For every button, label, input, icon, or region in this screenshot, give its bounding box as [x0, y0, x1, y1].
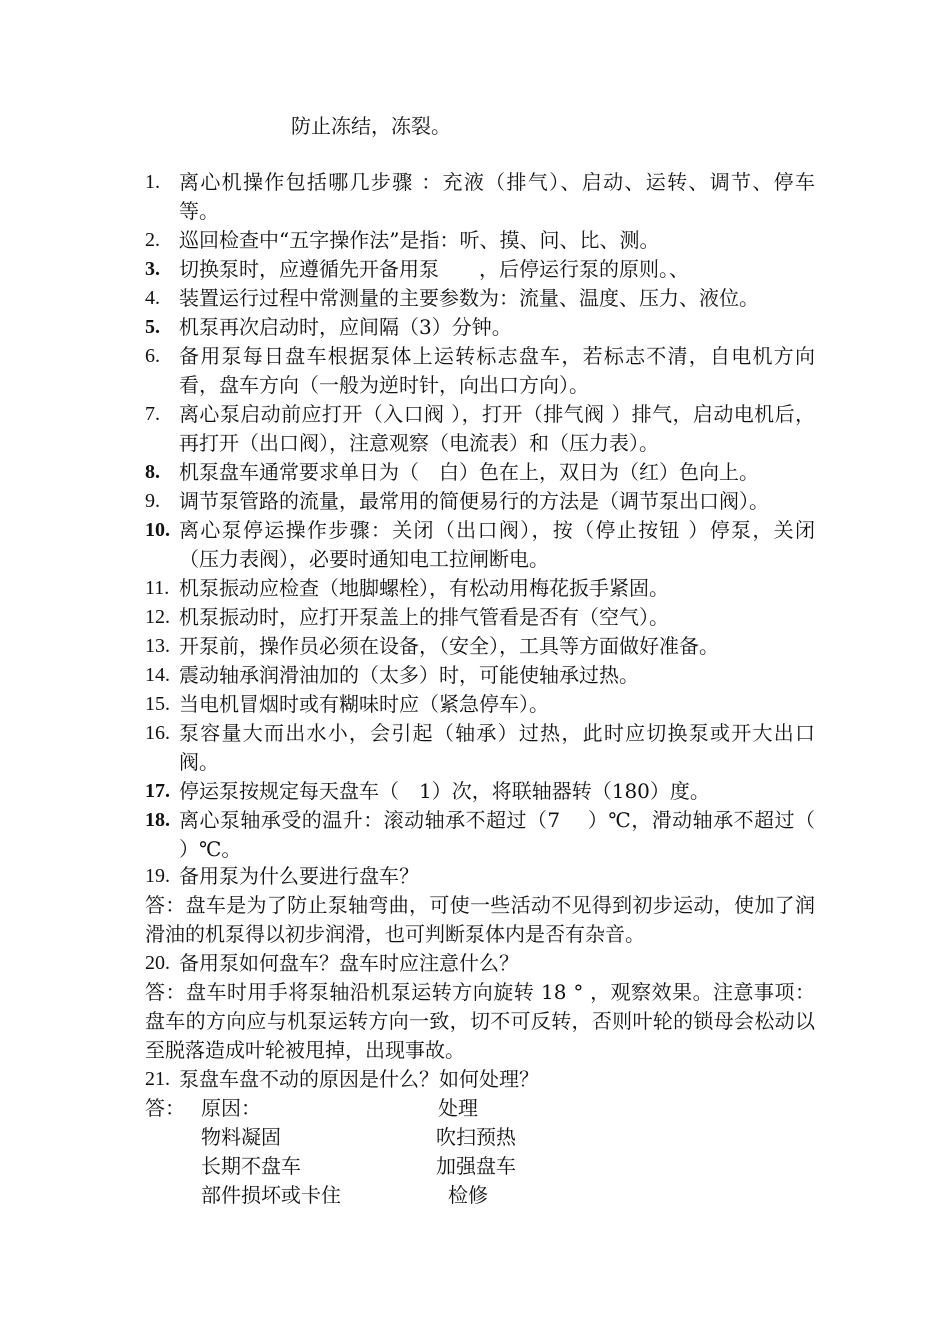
table-header-row [145, 1094, 648, 1123]
item-text: 离心泵轴承受的温升：滚动轴承不超过（7 ）℃，滑动轴承不超过（ ）℃。 [179, 808, 842, 861]
item-text: 机泵振动应检查（地脚螺栓），有松动用梅花扳手紧固。 [179, 576, 669, 600]
list-item [145, 574, 815, 603]
item-text: 离心机操作包括哪几步骤 ：充液（排气）、启动、运转、调节、停车等。 [179, 170, 815, 223]
item-text: 切换泵时，应遵循先开备用泵 ，后停运行泵的原则。、 [179, 257, 689, 281]
item-text: 开泵前，操作员必须在设备，（安全），工具等方面做好准备。 [179, 634, 719, 658]
item-text: 离心泵启动前应打开（入口阀 ），打开（排气阀 ）排气，启动电机后，再打开（出口阀），注意观察（电流表）和（压力表）。 [179, 402, 815, 455]
item-text: 巡回检查中“五字操作法”是指：听、摸、问、比、测。 [179, 228, 660, 252]
list-item [145, 777, 815, 806]
item-number: 4. [145, 287, 160, 309]
question-row [145, 949, 815, 978]
item-text: 调节泵管路的流量，最常用的简便易行的方法是（调节泵出口阀）。 [179, 489, 769, 513]
action-cell: 吹扫预热 [436, 1125, 516, 1149]
item-text: 停运泵按规定每天盘车（ 1）次，将联轴器转（180）度。 [179, 779, 710, 803]
list-item [145, 516, 815, 574]
item-text: 震动轴承润滑油加的（太多）时，可能使轴承过热。 [179, 663, 639, 687]
list-item [145, 603, 815, 632]
action-cell: 加强盘车 [436, 1154, 516, 1178]
item-text: 离心泵停运操作步骤：关闭（出口阀），按（停止按钮 ）停泵，关闭（压力表阀），必要时通知电工拉闸断电。 [179, 518, 815, 571]
header-cause: 原因： [201, 1096, 261, 1120]
intro-line: 防止冻结，冻裂。 [291, 114, 451, 138]
item-number: 7. [145, 403, 160, 425]
answer-text: 答：盘车时用手将泵轴沿机泵运转方向旋转 18 ° ，观察效果。注意事项：盘车的方向应与机泵运转方向一致，切不可反转，否则叶轮的锁母会松动以至脱落造成叶轮被甩掉，出现事故。 [145, 980, 815, 1062]
question-text: 泵盘车盘不动的原因是什么？如何处理？ [179, 1067, 539, 1091]
item-number: 16. [145, 722, 170, 744]
item-number: 6. [145, 345, 160, 367]
question-row [145, 1065, 815, 1094]
item-text: 备用泵每日盘车根据泵体上运转标志盘车，若标志不清，自电机方向看，盘车方向（一般为逆时针，向出口方向）。 [179, 344, 815, 397]
list-item [145, 284, 815, 313]
list-item [145, 487, 815, 516]
item-number: 12. [145, 606, 170, 628]
list-item [145, 255, 815, 284]
item-number: 17. [145, 780, 170, 802]
question-number: 19. [145, 865, 170, 887]
item-text: 装置运行过程中常测量的主要参数为：流量、温度、压力、液位。 [179, 286, 759, 310]
item-text: 机泵盘车通常要求单日为（ 白）色在上，双日为（红）色向上。 [179, 460, 759, 484]
answer-label: 答： [145, 1096, 185, 1120]
item-text: 机泵再次启动时，应间隔（3）分钟。 [179, 315, 512, 339]
list-item [145, 690, 815, 719]
item-number: 3. [145, 258, 160, 280]
question-row [145, 862, 815, 891]
cause-cell: 部件损坏或卡住 [201, 1183, 341, 1207]
item-number: 8. [145, 461, 160, 483]
list-item [145, 400, 815, 458]
item-text: 泵容量大而出水小，会引起（轴承）过热，此时应切换泵或开大出口阀。 [179, 721, 815, 774]
list-item [145, 632, 815, 661]
table-indent [145, 1123, 201, 1152]
item-number: 2. [145, 229, 160, 251]
table-indent [145, 1181, 201, 1210]
table-row [145, 1152, 648, 1181]
list-item [145, 458, 815, 487]
item-text: 当电机冒烟时或有糊味时应（紧急停车）。 [179, 692, 549, 716]
question-text: 备用泵如何盘车？盘车时应注意什么？ [179, 951, 519, 975]
table-row [145, 1123, 648, 1152]
item-number: 5. [145, 316, 160, 338]
item-number: 11. [145, 577, 170, 599]
cause-action-table [145, 1094, 648, 1210]
item-number: 9. [145, 490, 160, 512]
item-number: 15. [145, 693, 170, 715]
list-item [145, 342, 815, 400]
table-row [145, 1181, 648, 1210]
item-text: 机泵振动时，应打开泵盖上的排气管看是否有（空气）。 [179, 605, 669, 629]
list-item [145, 226, 815, 255]
action-cell: 检修 [448, 1183, 488, 1207]
list-item [145, 168, 815, 226]
item-number: 14. [145, 664, 170, 686]
qa-section [145, 862, 815, 1094]
item-number: 10. [145, 519, 170, 541]
item-number: 13. [145, 635, 170, 657]
list-item [145, 719, 815, 777]
item-number: 18. [145, 809, 170, 831]
question-number: 20. [145, 952, 170, 974]
question-list [145, 168, 842, 864]
list-item [145, 661, 815, 690]
list-item [145, 806, 842, 864]
answer-text: 答：盘车是为了防止泵轴弯曲，可使一些活动不见得到初步运动，使加了润滑油的机泵得以初步润滑，也可判断泵体内是否有杂音。 [145, 893, 815, 946]
header-action: 处理 [438, 1096, 478, 1120]
list-item [145, 313, 815, 342]
question-text: 备用泵为什么要进行盘车？ [179, 864, 419, 888]
cause-cell: 物料凝固 [201, 1125, 281, 1149]
question-number: 21. [145, 1068, 170, 1090]
cause-cell: 长期不盘车 [201, 1154, 301, 1178]
item-number: 1. [145, 171, 160, 193]
table-indent [145, 1152, 201, 1181]
